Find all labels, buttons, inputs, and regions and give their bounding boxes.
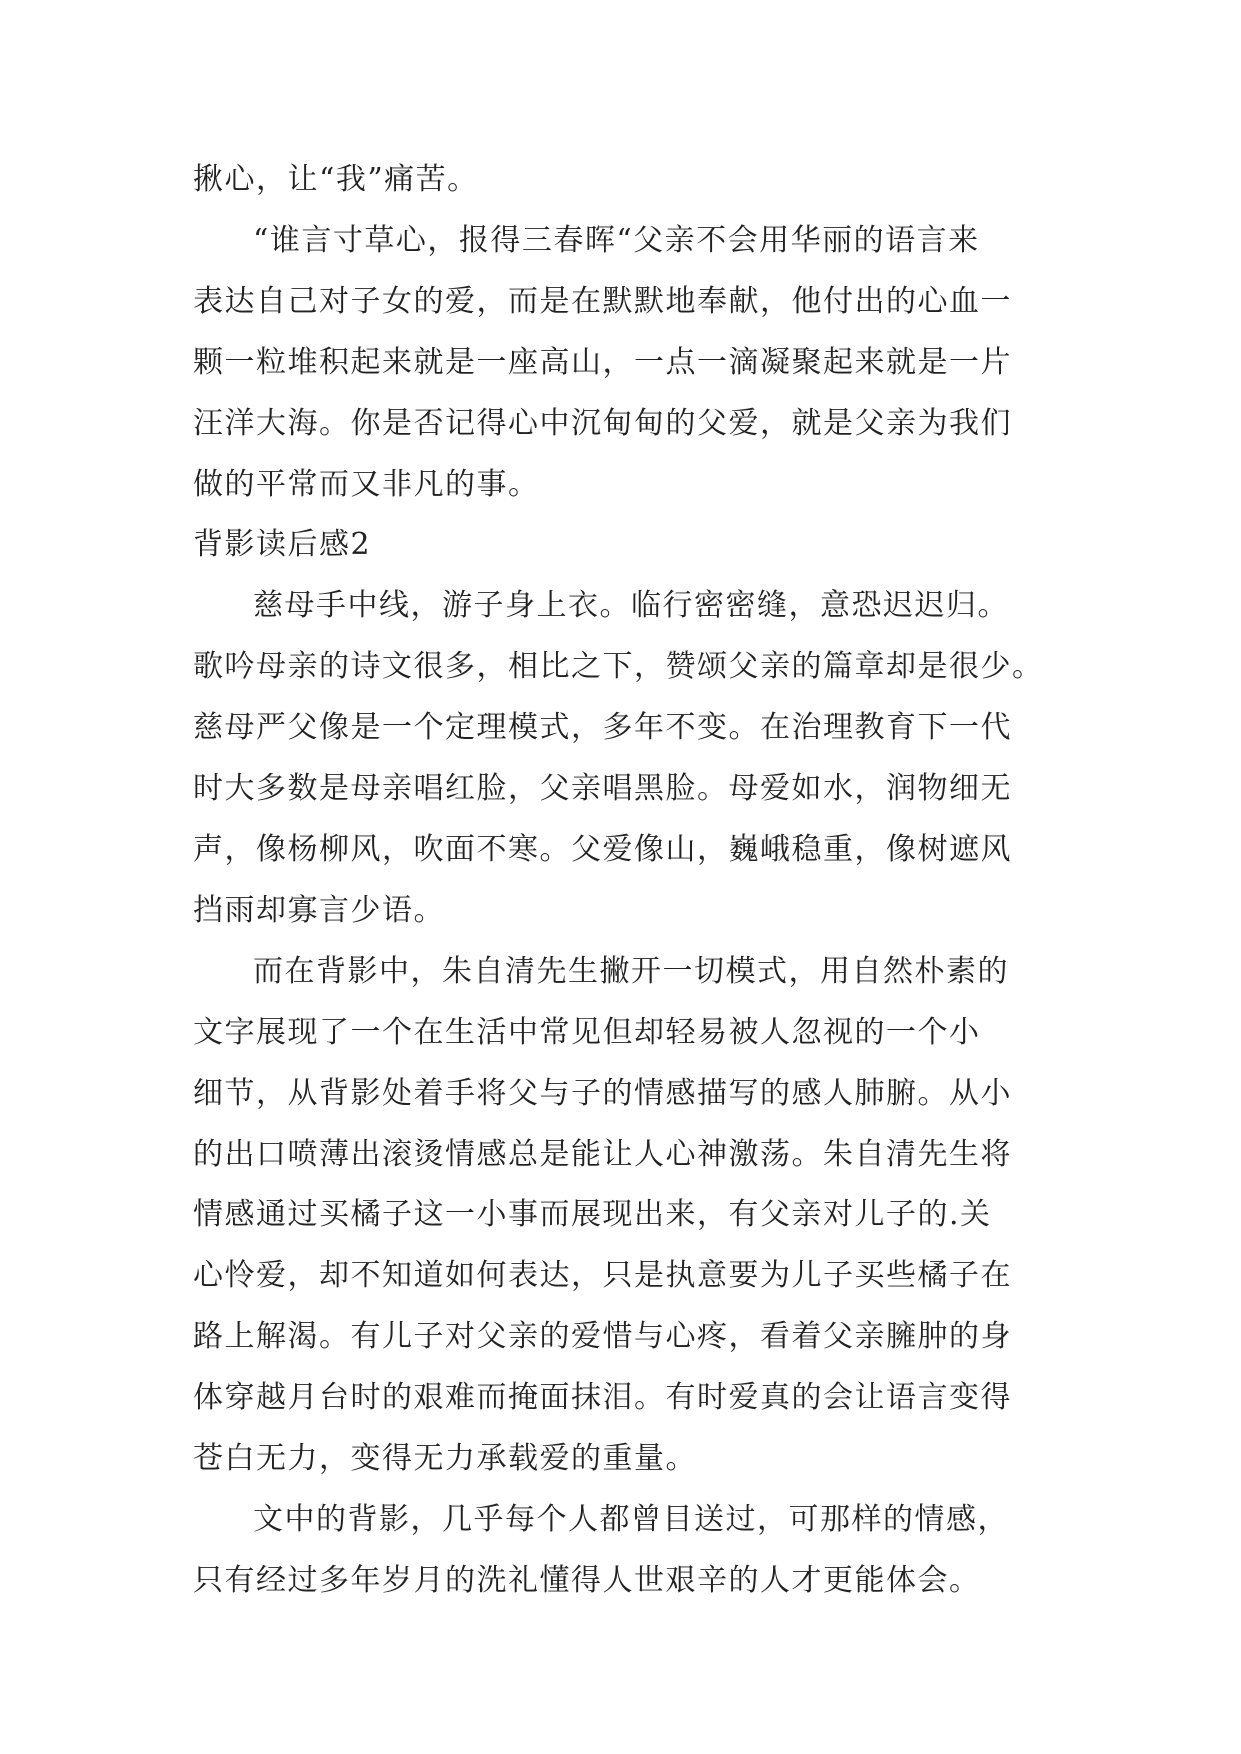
text-line: 细节，从背影处着手将父与子的情感描写的感人肺腑。从小 <box>193 1075 1012 1111</box>
text-line: 路上解渴。有儿子对父亲的爱惜与心疼，看着父亲臃肿的身 <box>193 1319 1012 1355</box>
text-line: 心怜爱，却不知道如何表达，只是执意要为儿子买些橘子在 <box>193 1258 1012 1294</box>
text-line: 做的平常而又非凡的事。 <box>193 466 540 502</box>
text-line: 文中的背影，几乎每个人都曾目送过，可那样的情感， <box>253 1501 1009 1537</box>
paragraph-continued <box>193 150 1073 211</box>
paragraph-father-love <box>193 211 1073 516</box>
text-line: 揪心，让“我”痛苦。 <box>193 162 479 197</box>
text-line: 时大多数是母亲唱红脸，父亲唱黑脸。母爱如水，润物细无 <box>193 771 1012 807</box>
text-line: 歌吟母亲的诗文很多，相比之下，赞颂父亲的篇章却是很少。 <box>193 649 1044 685</box>
text-line: 而在背影中，朱自清先生撇开一切模式，用自然朴素的 <box>253 953 1009 989</box>
paragraph-mother-father <box>193 576 1073 941</box>
text-line: 苍白无力，变得无力承载爱的重量。 <box>193 1441 697 1477</box>
text-line: 颗一粒堆积起来就是一座高山，一点一滴凝聚起来就是一片 <box>193 344 1012 380</box>
text-line: 慈母严父像是一个定理模式，多年不变。在治理教育下一代 <box>193 710 1012 746</box>
text-line: 声，像杨柳风，吹面不寒。父爱像山，巍峨稳重，像树遮风 <box>193 831 1012 867</box>
text-line: 的出口喷薄出滚烫情感总是能让人心神激荡。朱自清先生将 <box>193 1136 1012 1172</box>
paragraph-back-view <box>193 942 1073 1490</box>
text-line: “谁言寸草心，报得三春晖“父亲不会用华丽的语言来 <box>253 222 980 258</box>
section-heading: 背影读后感2 <box>193 527 372 563</box>
text-line: 汪洋大海。你是否记得心中沉甸甸的父爱，就是父亲为我们 <box>193 405 1012 441</box>
text-line: 文字展现了一个在生活中常见但却轻易被人忽视的一个小 <box>193 1014 981 1050</box>
text-line: 挡雨却寡言少语。 <box>193 892 445 928</box>
text-line: 表达自己对子女的爱，而是在默默地奉献，他付出的心血一 <box>193 283 1012 319</box>
text-line: 情感通过买橘子这一小事而展现出来，有父亲对儿子的.关 <box>193 1197 992 1233</box>
text-line: 只有经过多年岁月的洗礼懂得人世艰辛的人才更能体会。 <box>193 1562 981 1598</box>
text-line: 体穿越月台时的艰难而掩面抹泪。有时爱真的会让语言变得 <box>193 1380 1012 1416</box>
document-body <box>193 150 1073 1612</box>
text-line: 慈母手中线，游子身上衣。临行密密缝，意恐迟迟归。 <box>253 588 1009 624</box>
paragraph-conclusion <box>193 1490 1073 1612</box>
